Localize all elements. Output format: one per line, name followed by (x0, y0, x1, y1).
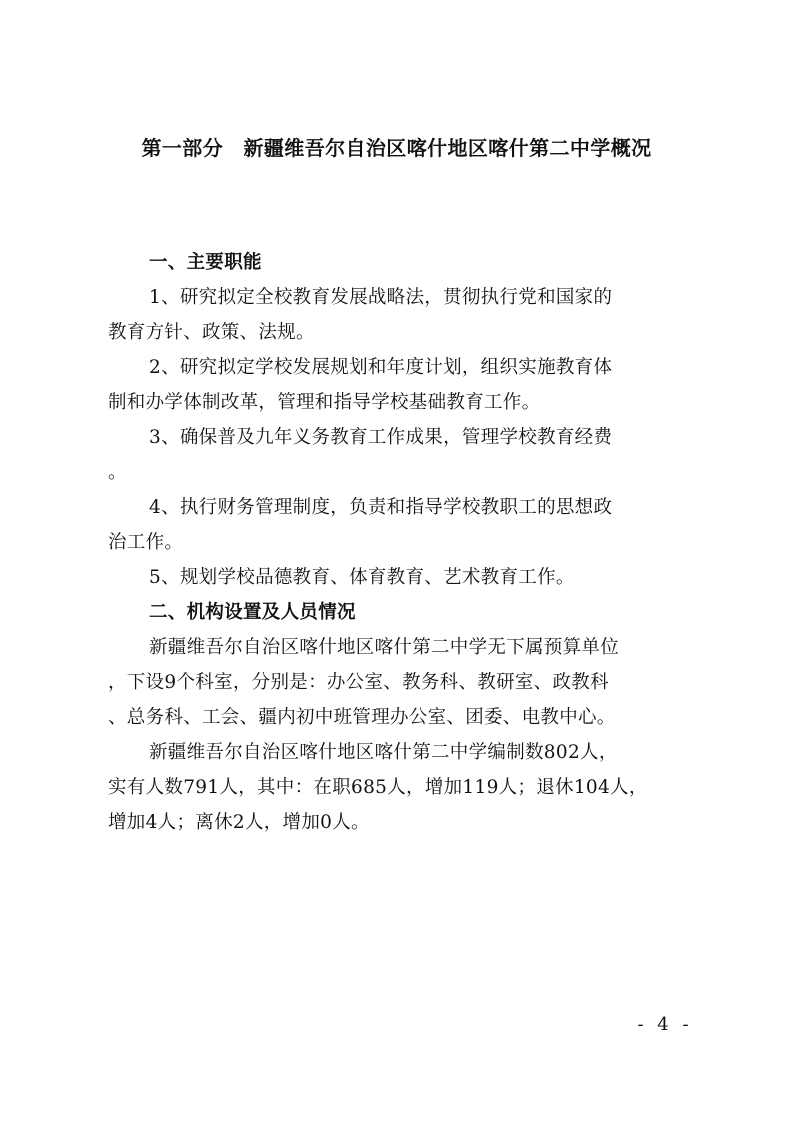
paragraph-line: 新疆维吾尔自治区喀什地区喀什第二中学无下属预算单位 (149, 637, 620, 658)
paragraph-line: 制和办学体制改革，管理和指导学校基础教育工作。 (108, 392, 541, 413)
paragraph-line: 2、研究拟定学校发展规划和年度计划，组织实施教育体 (149, 357, 613, 378)
paragraph-line: 3、确保普及九年义务教育工作成果，管理学校教育经费 (149, 427, 613, 448)
paragraph-line: 治工作。 (108, 532, 184, 553)
paragraph-line: 1、研究拟定全校教育发展战略法，贯彻执行党和国家的 (149, 287, 613, 308)
page-title: 第一部分 新疆维吾尔自治区喀什地区喀什第二中学概况 (141, 136, 652, 160)
document-body (108, 245, 688, 840)
paragraph-line: 4、执行财务管理制度，负责和指导学校教职工的思想政 (149, 497, 613, 518)
section-heading-main-functions: 一、主要职能 (149, 252, 262, 273)
paragraph-line: 。 (108, 462, 127, 483)
paragraph-line: 教育方针、政策、法规。 (108, 322, 315, 343)
section-heading-organization-staff: 二、机构设置及人员情况 (149, 602, 356, 623)
paragraph-line: 增加4人；离休2人，增加0人。 (108, 812, 370, 833)
paragraph-line: 、总务科、工会、疆内初中班管理办公室、团委、电教中心。 (108, 707, 616, 728)
page-number: - 4 - (637, 1014, 693, 1035)
paragraph-line: 5、规划学校品德教育、体育教育、艺术教育工作。 (149, 567, 575, 588)
paragraph-line: ，下设9个科室，分别是：办公室、教务科、教研室、政教科 (108, 672, 609, 693)
paragraph-line: 新疆维吾尔自治区喀什地区喀什第二中学编制数802人， (149, 742, 618, 763)
paragraph-line: 实有人数791人，其中：在职685人，增加119人；退休104人， (108, 777, 648, 798)
